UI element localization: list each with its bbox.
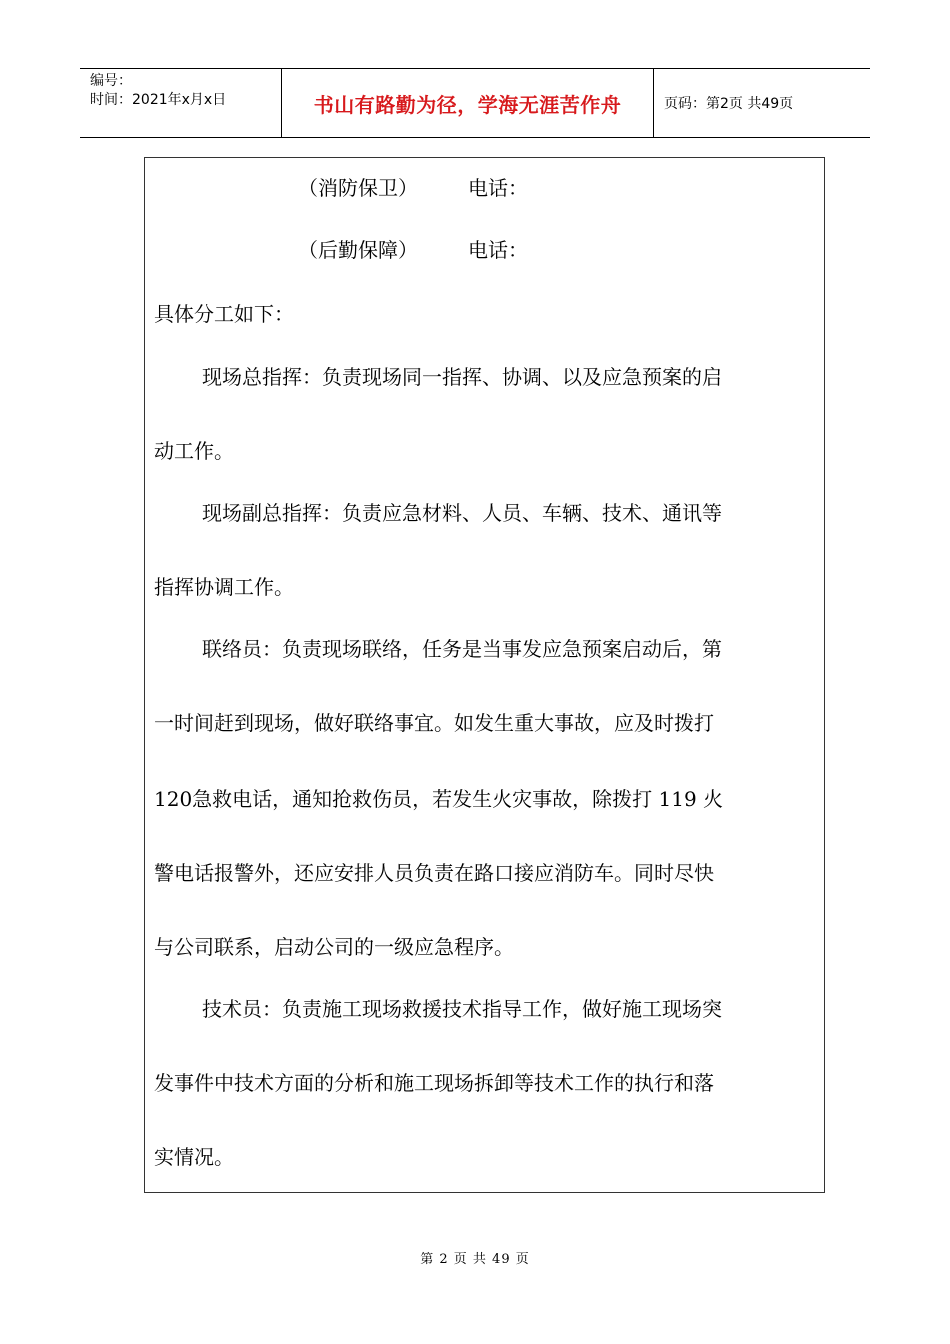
paragraph-line: 与公司联系，启动公司的一级应急程序。 xyxy=(154,935,514,959)
division-intro: 具体分工如下： xyxy=(154,302,294,326)
header-motto: 书山有路勤为径，学海无涯苦作舟 xyxy=(313,92,622,117)
paragraph-line: 警电话报警外，还应安排人员负责在路口接应消防车。同时尽快 xyxy=(154,861,714,885)
contact-fire: （消防保卫） xyxy=(298,176,418,200)
phone-label-fire: 电话： xyxy=(468,176,528,200)
paragraph-line: 技术员：负责施工现场救援技术指导工作，做好施工现场突 xyxy=(202,997,722,1021)
paragraph-line: 一时间赶到现场，做好联络事宜。如发生重大事故，应及时拨打 xyxy=(154,711,714,735)
paragraph-line: 动工作。 xyxy=(154,439,234,463)
paragraph-line: 联络员：负责现场联络，任务是当事发应急预案启动后，第 xyxy=(202,637,722,661)
content-frame xyxy=(144,157,825,1193)
page-footer: 第 2 页 共 49 页 xyxy=(420,1252,530,1267)
header-motto-cell xyxy=(282,69,654,137)
phone-label-logistics: 电话： xyxy=(468,238,528,262)
header-page-info: 页码：第2页 共49页 xyxy=(664,96,794,112)
paragraph-line: 120急救电话，通知抢救伤员，若发生火灾事故，除拨打 119 火 xyxy=(154,787,724,811)
paragraph-line: 现场总指挥：负责现场同一指挥、协调、以及应急预案的启 xyxy=(202,365,722,389)
header-meta xyxy=(80,69,282,137)
paragraph-line: 发事件中技术方面的分析和施工现场拆卸等技术工作的执行和落 xyxy=(154,1071,714,1095)
contact-logistics: （后勤保障） xyxy=(298,238,418,262)
document-time: 时间：2021年x月x日 xyxy=(90,92,227,108)
paragraph-line: 现场副总指挥：负责应急材料、人员、车辆、技术、通讯等 xyxy=(202,501,722,525)
paragraph-line: 实情况。 xyxy=(154,1145,234,1169)
document-number-label: 编号： xyxy=(90,73,132,89)
page-header xyxy=(80,68,870,138)
paragraph-line: 指挥协调工作。 xyxy=(154,575,294,599)
